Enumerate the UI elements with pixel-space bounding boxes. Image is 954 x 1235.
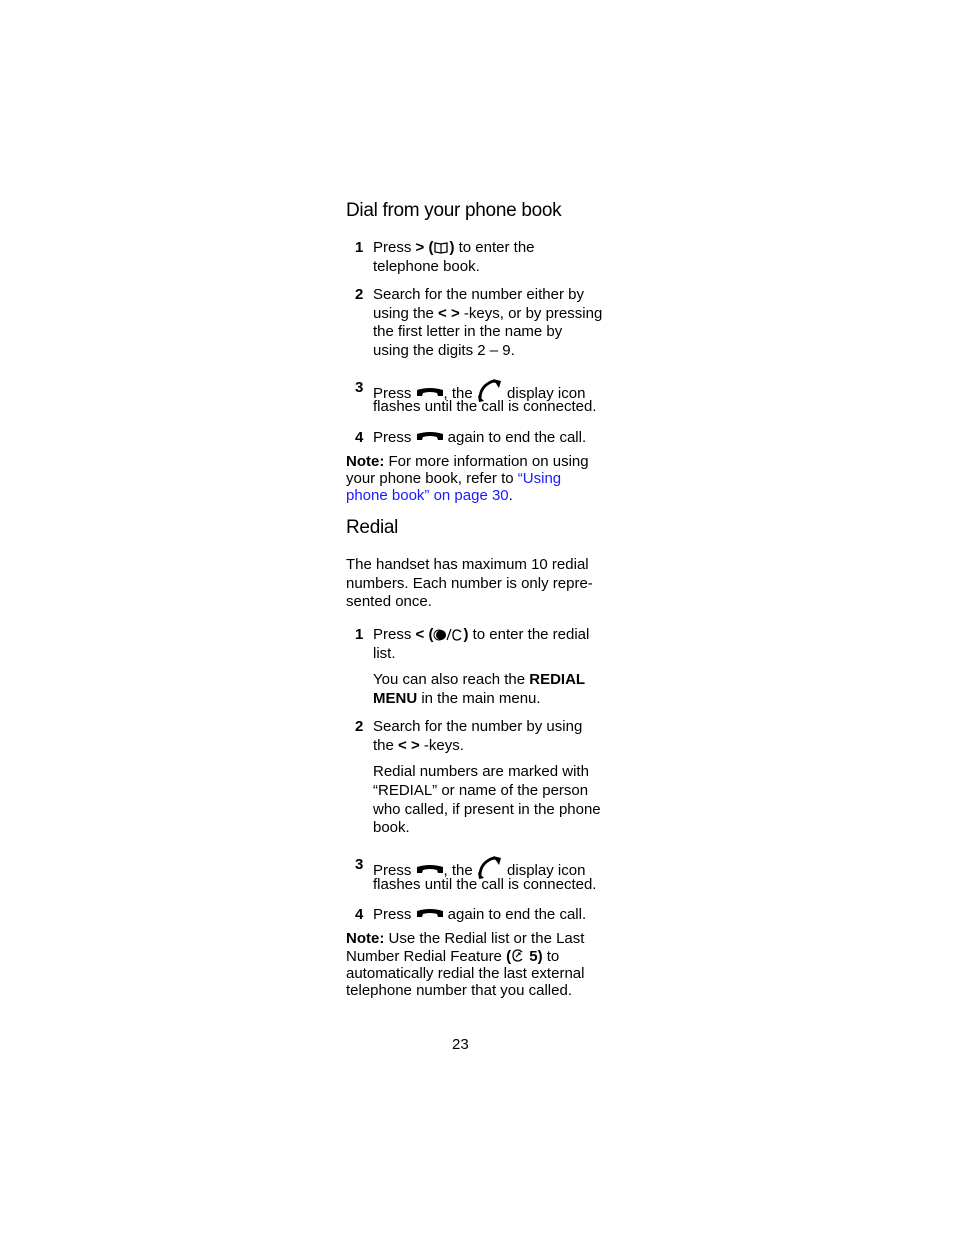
- note-text: automatically redial the last external: [346, 965, 585, 982]
- step-text: who called, if present in the phone: [373, 801, 601, 818]
- step-text: Press again to end the call.: [373, 906, 587, 923]
- step-text: MENU in the main menu.: [373, 690, 541, 707]
- step-text: Redial numbers are marked with: [373, 763, 589, 780]
- step-text: using the digits 2 – 9.: [373, 342, 515, 359]
- step-text: Press again to end the call.: [373, 429, 587, 446]
- note-text: phone book” on page 30.: [346, 487, 513, 504]
- step-text: Press , the display icon: [373, 855, 585, 880]
- step-text: Press < ( ) to enter the redial: [373, 626, 590, 643]
- step-text: You can also reach the REDIAL: [373, 671, 586, 688]
- phone-book-link[interactable]: phone book” on page 30: [346, 487, 509, 504]
- step-text: Press , the display icon: [373, 378, 585, 403]
- note-text: telephone number that you called.: [346, 982, 572, 999]
- phone-book-icon: [433, 241, 449, 254]
- phone-handset-key-icon: [416, 431, 444, 443]
- step-text: flashes until the call is connected.: [373, 398, 597, 415]
- feature-code-icon: [511, 949, 525, 962]
- intro-text: The handset has maximum 10 redial: [346, 556, 589, 573]
- step-number: 4: [355, 429, 364, 446]
- step-text: Press > ( ) to enter the: [373, 239, 535, 256]
- step-number: 2: [355, 286, 364, 303]
- note-text: Note: Use the Redial list or the Last: [346, 930, 585, 947]
- step-text: using the < > -keys, or by pressing: [373, 305, 603, 322]
- section-title-dial-phone-book: Dial from your phone book: [346, 200, 562, 221]
- phone-handset-key-icon: [416, 908, 444, 920]
- step-text: the first letter in the name by: [373, 323, 563, 340]
- redial-c-key-icon: [433, 627, 463, 641]
- step-text: Search for the number by using: [373, 718, 583, 735]
- phone-book-link[interactable]: “Using: [517, 470, 562, 487]
- page-number: 23: [452, 1036, 469, 1053]
- step-text: the < > -keys.: [373, 737, 464, 754]
- intro-text: numbers. Each number is only repre-: [346, 575, 593, 592]
- note-text: Note: For more information on using: [346, 453, 589, 470]
- step-number: 1: [355, 239, 364, 256]
- step-text: Search for the number either by: [373, 286, 584, 303]
- step-text: list.: [373, 645, 396, 662]
- note-text: your phone book, refer to “Using: [346, 470, 562, 487]
- step-number: 4: [355, 906, 364, 923]
- intro-text: sented once.: [346, 593, 432, 610]
- step-number: 3: [355, 379, 364, 396]
- note-text: Number Redial Feature ( 5) to: [346, 948, 560, 965]
- step-number: 2: [355, 718, 364, 735]
- step-number: 3: [355, 856, 364, 873]
- section-title-redial: Redial: [346, 517, 399, 538]
- step-text: telephone book.: [373, 258, 480, 275]
- step-text: “REDIAL” or name of the person: [373, 782, 589, 799]
- step-number: 1: [355, 626, 364, 643]
- step-text: book.: [373, 819, 410, 836]
- step-text: flashes until the call is connected.: [373, 876, 597, 893]
